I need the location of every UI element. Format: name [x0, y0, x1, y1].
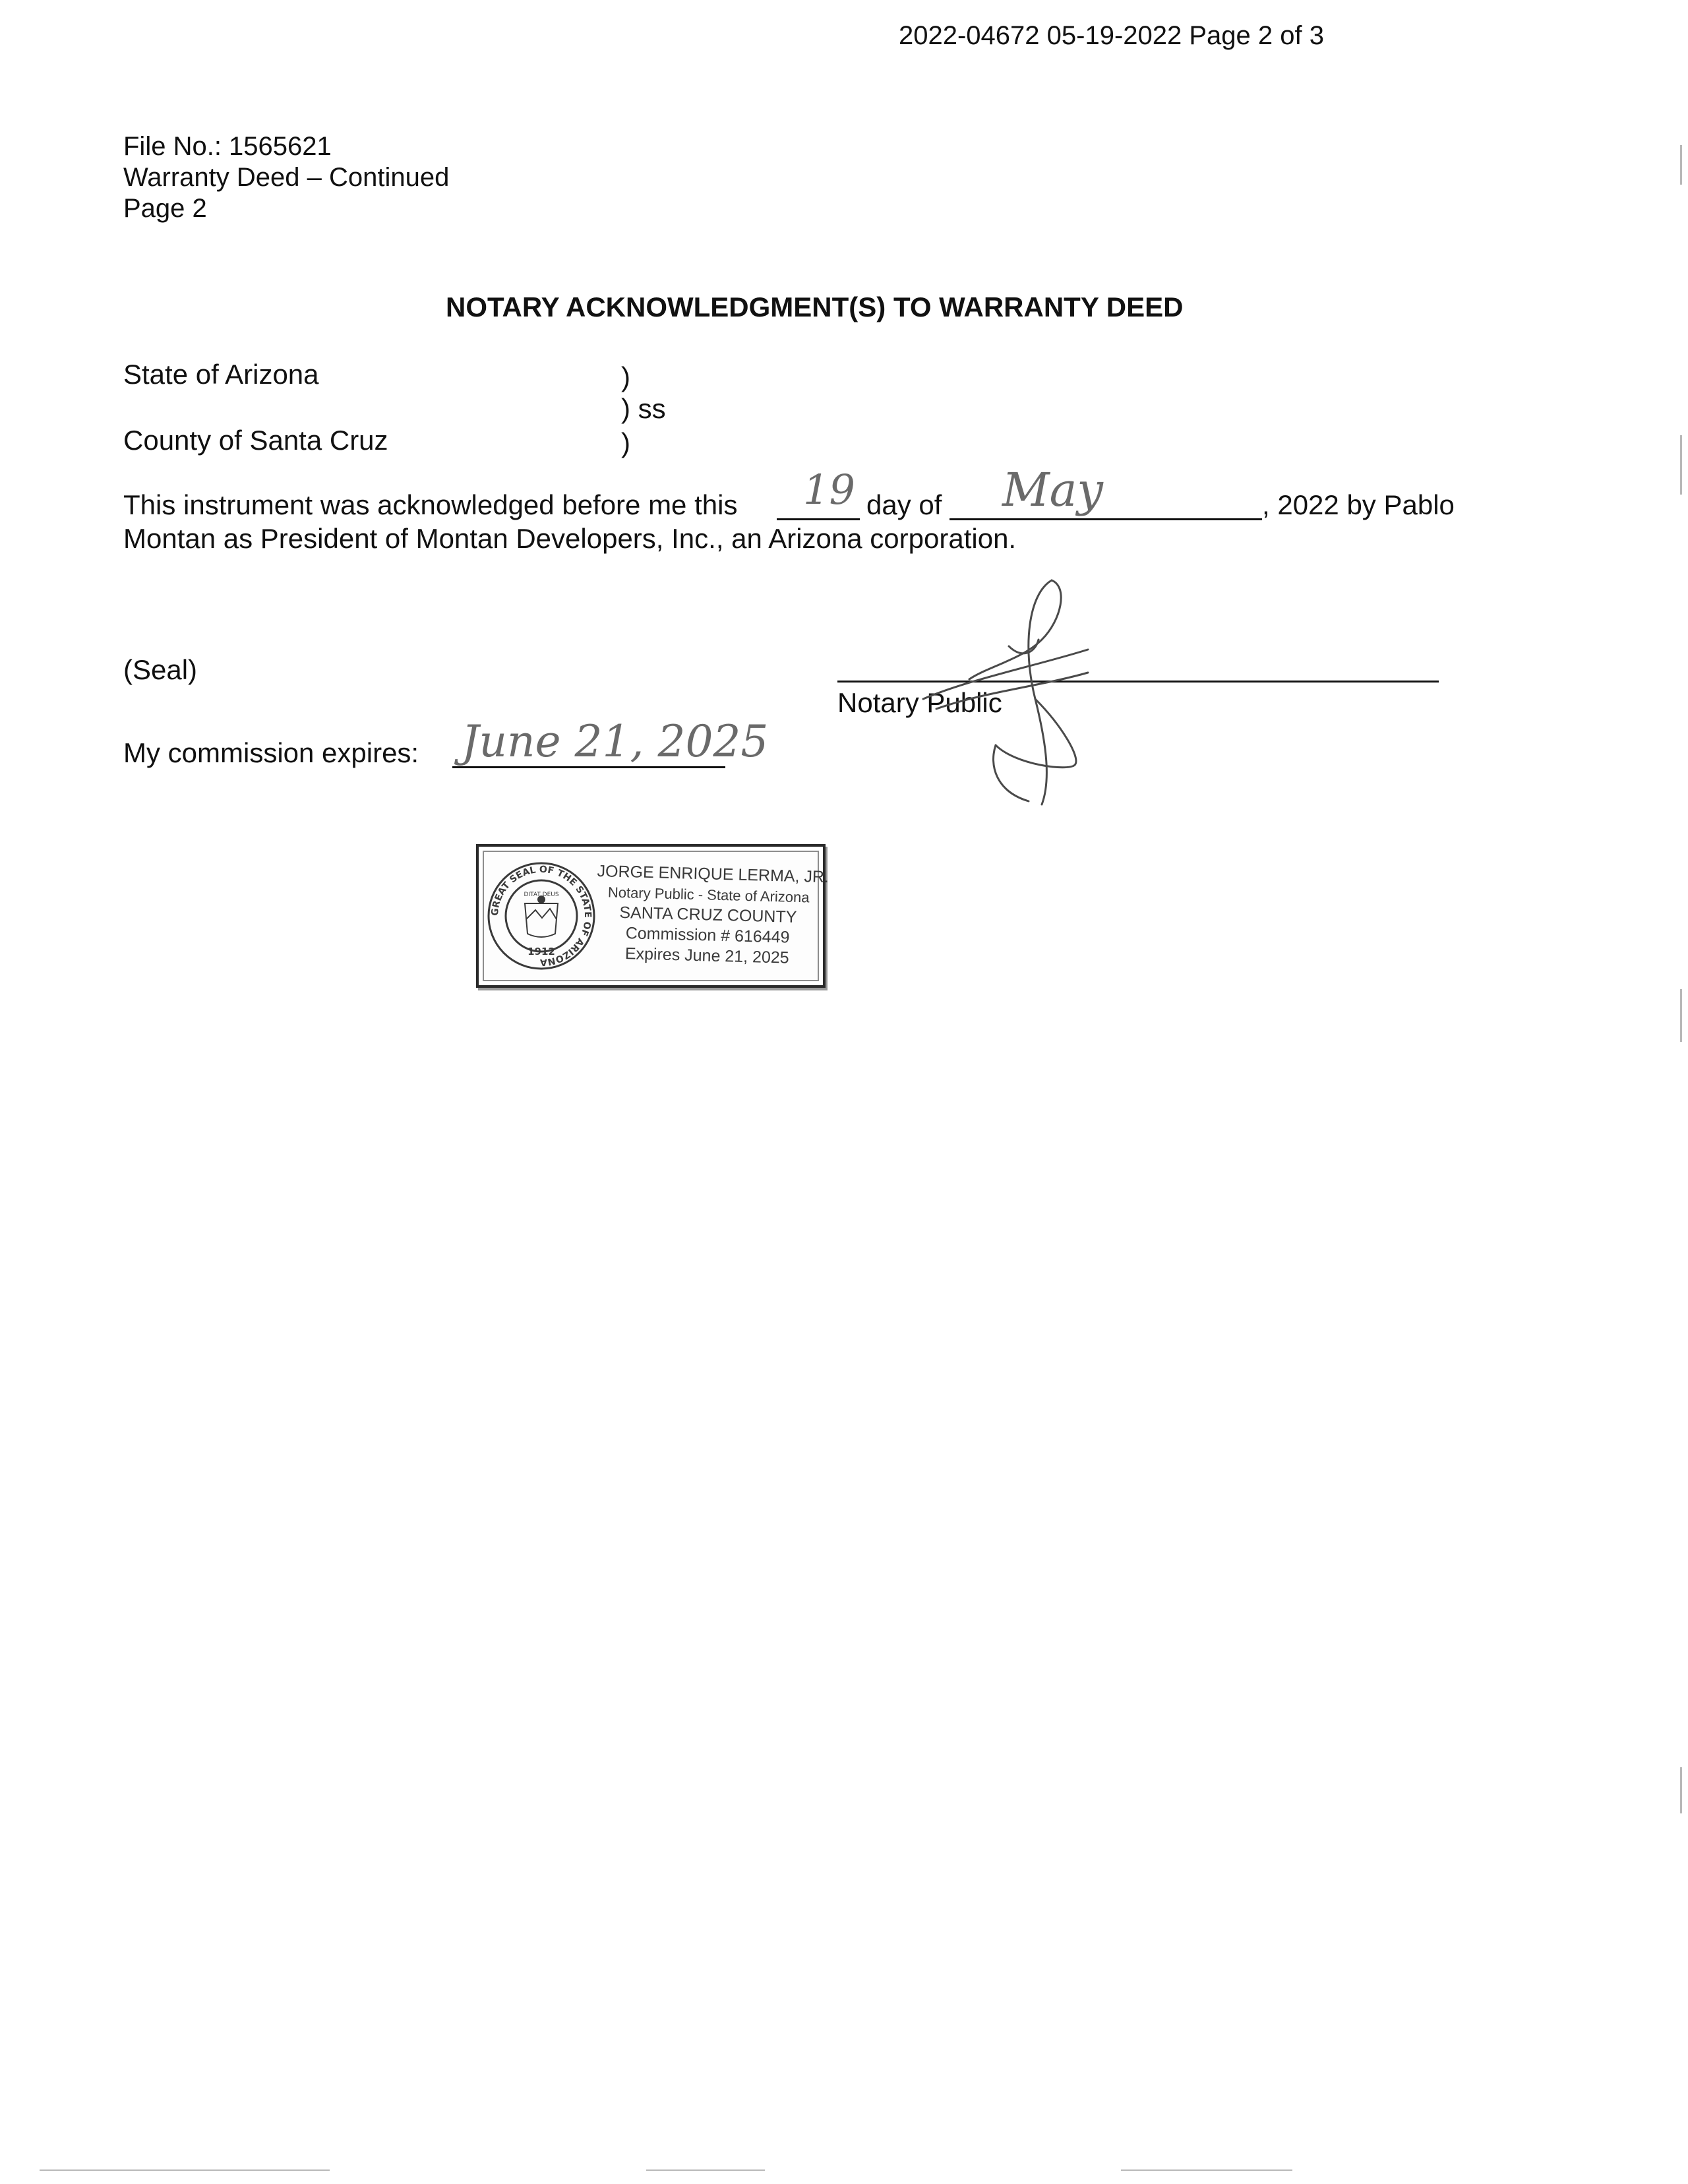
notary-signature: [910, 567, 1121, 811]
seal-label: (Seal): [123, 654, 198, 685]
venue-paren-bottom: ): [621, 427, 630, 458]
file-number: File No.: 1565621: [123, 132, 332, 161]
seal-year: 1912: [528, 946, 555, 957]
seal-motto: DITAT DEUS: [524, 892, 559, 898]
stamp-text-block: [595, 861, 829, 969]
month-handwritten: May: [1002, 463, 1103, 517]
month-blank-line: [950, 518, 1262, 520]
stamp-expiration: Expires June 21, 2025: [624, 944, 790, 967]
day-handwritten: 19: [803, 466, 855, 514]
scan-edge-mark: [646, 2169, 765, 2171]
acknowledgment-text-part3: , 2022 by Pablo: [1262, 489, 1455, 520]
commission-expires-label: My commission expires:: [123, 737, 419, 768]
stamp-county: SANTA CRUZ COUNTY: [619, 903, 797, 926]
scan-edge-mark: [1680, 145, 1682, 185]
recording-reference: 2022-04672 05-19-2022 Page 2 of 3: [899, 21, 1324, 50]
scan-edge-mark: [1680, 989, 1682, 1042]
notary-stamp: [476, 844, 829, 988]
scan-edge-mark: [1680, 435, 1682, 495]
stamp-commission-number: Commission # 616449: [625, 924, 790, 947]
page-number: Page 2: [123, 194, 207, 223]
venue-county: County of Santa Cruz: [123, 425, 388, 456]
stamp-notary-name: JORGE ENRIQUE LERMA, JR.: [597, 861, 829, 887]
acknowledgment-text-line2: Montan as President of Montan Developers, Inc., an Arizona corporation.: [123, 523, 1017, 554]
acknowledgment-text-part1: This instrument was acknowledged before me this: [123, 489, 738, 520]
scan-edge-mark: [1680, 1767, 1682, 1813]
scan-edge-mark: [40, 2169, 330, 2171]
page-title: NOTARY ACKNOWLEDGMENT(S) TO WARRANTY DEED: [446, 291, 1184, 322]
venue-state: State of Arizona: [123, 359, 319, 390]
commission-handwritten: June 21, 2025: [462, 716, 769, 767]
day-blank-line: [777, 518, 860, 520]
acknowledgment-text-part2: day of: [866, 489, 942, 520]
venue-paren-top: ): [621, 361, 630, 392]
document-title: Warranty Deed – Continued: [123, 163, 450, 192]
seal-outer-text: GREAT SEAL OF THE STATE OF ARIZONA: [489, 864, 593, 968]
stamp-notary-title: Notary Public - State of Arizona: [607, 884, 810, 906]
notary-public-label: Notary Public: [837, 687, 1002, 718]
arizona-seal-icon: [485, 856, 597, 976]
scan-edge-mark: [1121, 2169, 1292, 2171]
venue-ss: ) ss: [621, 393, 666, 424]
